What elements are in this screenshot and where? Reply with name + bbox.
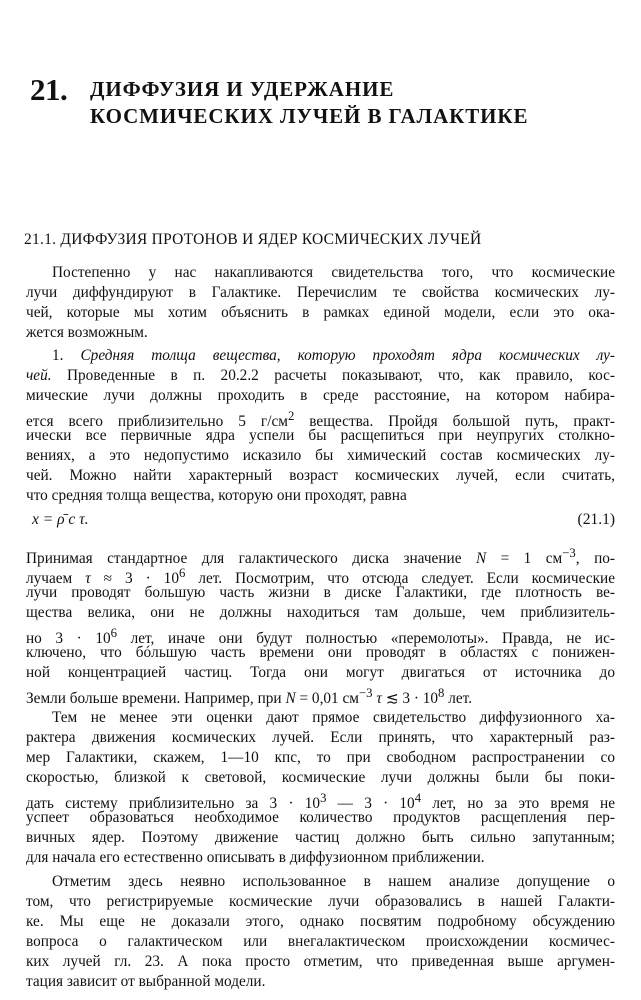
- chapter-title: [90, 76, 630, 130]
- text-line: лучи диффундируют в Галактике. Перечислим те свойства космических лу-: [26, 284, 615, 301]
- text-span: ≈ 3 · 10: [90, 570, 179, 588]
- text-line: скоростью, близкой к световой, космические лучи должны были бы поки-: [26, 769, 615, 786]
- text-line: рактера движения космических лучей. Если принять, что характерный раз-: [26, 729, 615, 746]
- equation-number: (21.1): [577, 511, 615, 528]
- text-line: ически все первичные ядра успели бы расщепиться при неупругих столкно-: [26, 427, 615, 444]
- text-line: Тем не менее эти оценки дают прямое свидетельство диффузионного ха-: [52, 709, 615, 726]
- text-line: что средняя толща вещества, которую они проходят, равна: [26, 487, 407, 504]
- text-span: лучаем: [26, 570, 86, 588]
- equation-expression: x = ρ̄ c τ.: [32, 511, 89, 528]
- text-line: [52, 346, 615, 366]
- section-title: 21.1. ДИФФУЗИЯ ПРОТОНОВ И ЯДЕР КОСМИЧЕСКИХ ЛУЧЕЙ: [24, 231, 482, 248]
- text-span: Принимая стандартное для галактического диска значение: [26, 550, 476, 568]
- text-line: ких лучей гл. 23. А пока просто отметим, что приведенная выше аргумен-: [26, 953, 615, 970]
- math-var: N: [285, 690, 296, 708]
- text-line: щества велика, они не должны находиться там дольше, чем приблизитель-: [26, 604, 615, 621]
- text-span: Земли больше времени. Например, при: [26, 690, 286, 708]
- text-line: [26, 366, 615, 386]
- text-line: ной концентрацией частиц. Тогда они могут двигаться от источника до: [26, 664, 615, 681]
- text-line: ке. Мы еще не доказали этого, однако посвятим подробному обсуждению: [26, 913, 615, 930]
- text-span: лет, но за это время не: [421, 795, 615, 813]
- text-line: Отметим здесь неявно использованное в нашем анализе допущение о: [52, 873, 615, 890]
- superscript: 3: [320, 791, 327, 805]
- superscript: 8: [438, 686, 445, 700]
- text-span: = 1 см: [486, 550, 563, 568]
- italic-heading-end: чей.: [26, 367, 52, 384]
- math-var: τ: [372, 690, 382, 708]
- text-line: вениях, а это недопустимо исказило бы химический состав космических лу-: [26, 447, 615, 464]
- text-span: лет. Посмотрим, что отсюда следует. Если космические: [185, 570, 615, 588]
- text-line: мер Галактики, скажем, 1—10 кпс, то при свободном распространении со: [26, 749, 615, 766]
- text-line: вичных ядер. Поэтому движение частиц должно быть сильно запутанным;: [26, 829, 615, 846]
- text-line: [26, 683, 615, 709]
- text-span: лет, иначе они будут полностью «перемолоты». Правда, не ис-: [117, 630, 615, 648]
- text-line: чей. Можно найти характерный возраст космических лучей, если считать,: [26, 467, 615, 484]
- text-line: чей, которые мы хотим объяснить в рамках единой модели, если это ока-: [26, 304, 615, 321]
- text-line: для начала его естественно описывать в диффузионном приближении.: [26, 849, 485, 866]
- text-line: жется возможным.: [26, 324, 148, 341]
- text-span: — 3 · 10: [326, 795, 415, 813]
- superscript: −3: [358, 686, 373, 700]
- chapter-number: 21.: [30, 72, 68, 107]
- text-span: , по-: [575, 550, 615, 568]
- text-line: вопроса о галактическом или внегалактическом происхождении космичес-: [26, 933, 615, 950]
- superscript: 6: [178, 566, 186, 580]
- superscript: 6: [110, 626, 118, 640]
- italic-heading: Средняя толща вещества, которую проходят ядра космических лу-: [80, 347, 615, 364]
- text-line: том, что регистрируемые космические лучи образовались в нашей Галакти-: [26, 893, 615, 910]
- text-span: лет.: [444, 690, 473, 708]
- superscript: −3: [562, 546, 576, 560]
- superscript: 4: [414, 791, 422, 805]
- text-line: лучи проводят большую часть жизни в диске Галактики, где плотность ве-: [26, 584, 615, 601]
- text-span: Проведенные в п. 20.2.2 расчеты показывают, что, как правило, кос-: [51, 367, 615, 384]
- math-var: τ: [85, 570, 91, 588]
- item-number: 1.: [52, 347, 64, 364]
- text-span: дать систему приблизительно за 3 · 10: [26, 795, 321, 813]
- text-span: но 3 · 10: [26, 630, 111, 648]
- text-line: успеет образоваться необходимое количество продуктов расщепления пер-: [26, 809, 615, 826]
- superscript: 2: [287, 409, 295, 423]
- text-line: Постепенно у нас накапливаются свидетельства того, что космические: [52, 264, 615, 281]
- text-line: ключено, что бóльшую часть времени они проводят в областях с понижен-: [26, 644, 615, 661]
- text-line: мические лучи должны проходить в среде расстояние, на котором набира-: [26, 387, 615, 404]
- text-line: тация зависит от выбранной модели.: [26, 973, 266, 990]
- chapter-title-line-1: ДИФФУЗИЯ И УДЕРЖАНИЕ: [90, 77, 395, 101]
- equation: [32, 510, 615, 530]
- chapter-title-line-2: КОСМИЧЕСКИХ ЛУЧЕЙ В ГАЛАКТИКЕ: [90, 104, 529, 128]
- text-span: = 0,01 см: [295, 690, 359, 708]
- text-span: ется всего приблизительно 5 г/см: [26, 413, 288, 431]
- math-var: N: [475, 550, 487, 568]
- text-span: вещества. Пройдя большой путь, практ-: [294, 413, 616, 431]
- text-span: ≲ 3 · 10: [381, 690, 439, 708]
